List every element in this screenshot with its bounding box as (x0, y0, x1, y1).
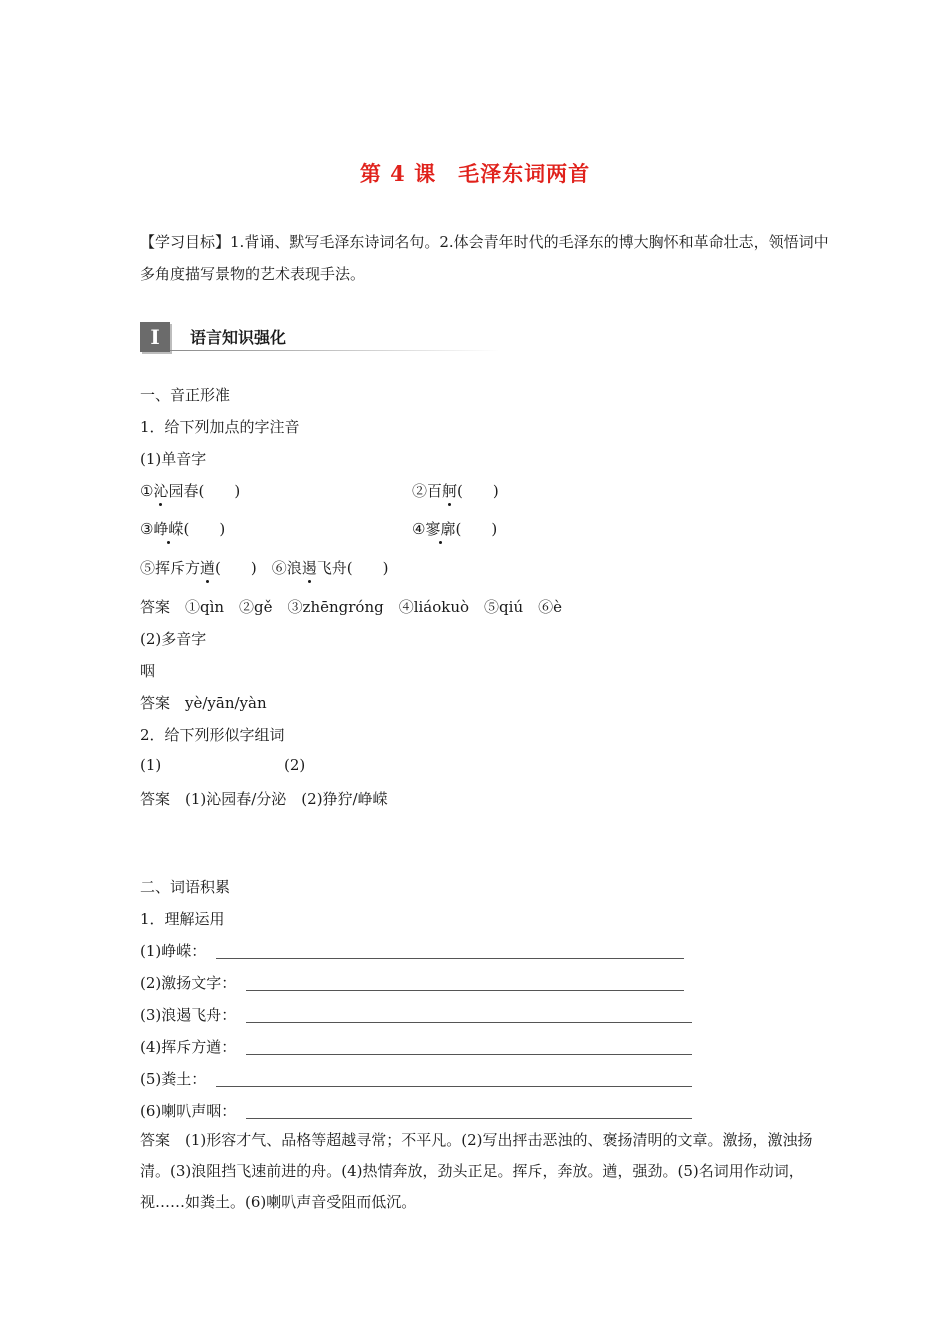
blank-label-1: (1)峥嵘： (140, 942, 207, 960)
answer-blank-3[interactable] (246, 1022, 692, 1023)
part2-q1: 1．理解运用 (140, 910, 225, 928)
item-1: ①沁园春( ) (140, 482, 241, 500)
section-rule (170, 350, 500, 351)
blank-label-4: (4)挥斥方遒： (140, 1038, 237, 1056)
part1-sub2: (2)多音字 (140, 630, 207, 648)
dotted-char: 遏 (301, 559, 317, 577)
answer-3: 答案 (1)沁园春/分泌 (2)狰狞/峥嵘 (140, 790, 388, 808)
section-header (140, 322, 500, 352)
answer-blank-6[interactable] (246, 1118, 692, 1119)
dotted-char: 寥廓 (425, 520, 456, 538)
goal-label: 【学习目标】 (140, 233, 231, 251)
part1-sub1: (1)单音字 (140, 450, 207, 468)
blank-label-3: (3)浪遏飞舟： (140, 1006, 237, 1024)
q2-item-1: (1) (140, 756, 162, 774)
answer-blank-1[interactable] (216, 958, 684, 959)
answer-1: 答案 ①qìn ②gě ③zhēngróng ④liáokuò ⑤qiú ⑥è (140, 598, 562, 616)
answer-2: 答案 yè/yān/yàn (140, 694, 267, 712)
q2-item-2: (2) (284, 756, 306, 774)
part1-q1: 1．给下列加点的字注音 (140, 418, 300, 436)
part1-q2: 2．给下列形似字组词 (140, 726, 285, 744)
dotted-char: 沁 (153, 482, 169, 500)
answer-blank-4[interactable] (246, 1054, 692, 1055)
polyphone-char: 咽 (140, 662, 156, 680)
answer-4: 答案 (1)形容才气、品格等超越寻常；不平凡。(2)写出抨击恶浊的、褒扬清明的文章。激扬，激浊扬清。(3)浪阻挡飞速前进的舟。(4)热情奔放，劲头正足。挥斥，奔放。遒，强劲。(5)名词用作动词，视……如粪土。(6)喇叭声音受阻而低沉。 (140, 1131, 813, 1211)
answer-blank-2[interactable] (246, 990, 684, 991)
blank-label-5: (5)粪土： (140, 1070, 207, 1088)
dotted-char: 舸 (442, 482, 458, 500)
item-3: ③峥嵘( ) (140, 520, 226, 538)
section-badge: I (140, 322, 170, 352)
blank-label-2: (2)激扬文字： (140, 974, 237, 992)
blank-label-6: (6)喇叭声咽： (140, 1102, 237, 1120)
dotted-char: 遒 (200, 559, 216, 577)
item-4: ④寥廓( ) (412, 520, 498, 538)
part1-heading: 一、音正形准 (140, 386, 231, 404)
part2-heading: 二、词语积累 (140, 878, 231, 896)
answer-blank-5[interactable] (216, 1086, 692, 1087)
goal-text: 1.背诵、默写毛泽东诗词名句。2.体会青年时代的毛泽东的博大胸怀和革命壮志，领悟词中多角度描写景物的艺术表现手法。 (140, 233, 829, 283)
item-5-6: ⑤挥斥方遒( ) ⑥浪遏飞舟( ) (140, 559, 389, 577)
item-2: ②百舸( ) (412, 482, 499, 500)
section-label: 语言知识强化 (190, 328, 287, 347)
learning-goal (140, 226, 830, 290)
page-title: 第 4 课 毛泽东词两首 (359, 161, 591, 186)
dotted-char: 峥嵘 (153, 520, 184, 538)
